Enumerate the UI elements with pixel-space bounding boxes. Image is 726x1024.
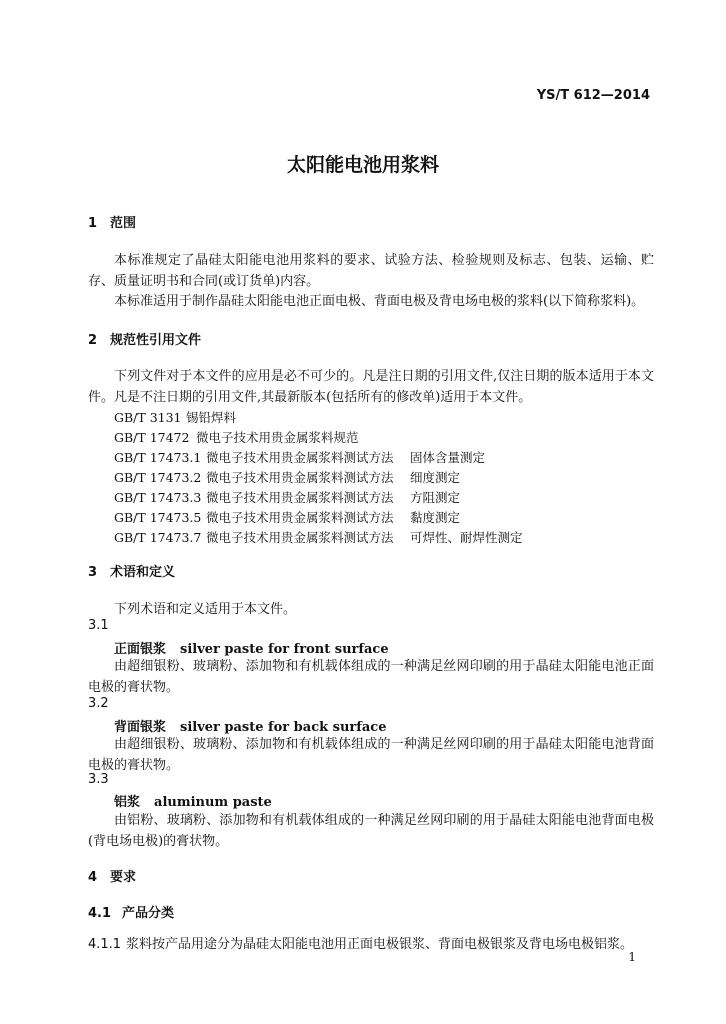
term-definition: 由铝粉、玻璃粉、添加物和有机载体组成的一种满足丝网印刷的用于晶硅太阳能电池背面电极(背电场电极)的膏状物。 — [88, 813, 654, 849]
scope-paragraph-2: 本标准适用于制作晶硅太阳能电池正面电极、背面电极及背电场电极的浆料(以下简称浆料)。 — [114, 294, 645, 309]
clause-number: 4.1.1 — [88, 937, 122, 952]
reference-title: 微电子技术用贵金属浆料测试方法 — [206, 530, 394, 545]
clause-text: 浆料按产品用途分为晶硅太阳能电池用正面电极银浆、背面电极银浆及背电场电极铝浆。 — [126, 937, 634, 952]
section-1-heading — [88, 212, 136, 231]
section-number: 1 — [88, 216, 98, 231]
section-title: 规范性引用文件 — [110, 333, 202, 348]
reference-item — [114, 448, 485, 466]
term-heading — [114, 791, 272, 810]
reference-title: 微电子技术用贵金属浆料测试方法 — [206, 510, 394, 525]
section-3-heading — [88, 561, 175, 580]
reference-title: 锡铅焊料 — [186, 410, 237, 425]
section-2-heading — [88, 329, 201, 348]
reference-title: 微电子技术用贵金属浆料测试方法 — [206, 490, 394, 505]
term-definition: 由超细银粉、玻璃粉、添加物和有机载体组成的一种满足丝网印刷的用于晶硅太阳能电池正面电极的膏状物。 — [88, 659, 654, 695]
section-title: 范围 — [110, 216, 137, 231]
document-title: 太阳能电池用浆料 — [286, 154, 439, 176]
term-english: silver paste for front surface — [180, 642, 389, 657]
term-number: 3.1 — [88, 618, 109, 633]
section-number: 4 — [88, 870, 98, 885]
reference-item — [114, 508, 460, 526]
section-title: 要求 — [110, 870, 137, 885]
reference-code: GB/T 17473.1 — [114, 450, 202, 465]
reference-item — [114, 468, 460, 486]
term-definition: 由超细银粉、玻璃粉、添加物和有机载体组成的一种满足丝网印刷的用于晶硅太阳能电池背面电极的膏状物。 — [88, 737, 654, 773]
term-english: silver paste for back surface — [180, 720, 387, 735]
term-number: 3.3 — [88, 772, 109, 787]
reference-title: 微电子技术用贵金属浆料测试方法 — [206, 450, 394, 465]
reference-code: GB/T 17473.5 — [114, 510, 202, 525]
reference-subtitle: 黏度测定 — [410, 510, 461, 525]
subsection-title: 产品分类 — [122, 906, 175, 921]
subsection-number: 4.1 — [88, 906, 112, 921]
reference-item — [114, 488, 460, 506]
term-chinese: 正面银浆 — [114, 642, 167, 657]
reference-code: GB/T 3131 — [114, 410, 182, 425]
reference-code: GB/T 17473.3 — [114, 490, 202, 505]
clause-4-1-1 — [88, 933, 633, 952]
page-number: 1 — [628, 950, 636, 964]
references-intro-paragraph: 下列文件对于本文件的应用是必不可少的。凡是注日期的引用文件,仅注日期的版本适用于本文件。凡是不注日期的引用文件,其最新版本(包括所有的修改单)适用于本文件。 — [88, 369, 654, 405]
reference-title: 微电子技术用贵金属浆料规范 — [196, 430, 359, 445]
section-title: 术语和定义 — [110, 565, 176, 580]
reference-code: GB/T 17472 — [114, 430, 190, 445]
reference-item — [114, 528, 523, 546]
reference-item — [114, 428, 359, 446]
reference-code: GB/T 17473.7 — [114, 530, 202, 545]
reference-subtitle: 固体含量测定 — [410, 450, 486, 465]
term-number: 3.2 — [88, 696, 109, 711]
section-number: 2 — [88, 333, 98, 348]
term-chinese: 铝浆 — [114, 795, 141, 810]
term-heading — [114, 638, 389, 657]
section-number: 3 — [88, 565, 98, 580]
standard-number: YS/T 612—2014 — [536, 88, 650, 103]
reference-item — [114, 408, 236, 426]
terms-intro: 下列术语和定义适用于本文件。 — [114, 602, 297, 617]
reference-title: 微电子技术用贵金属浆料测试方法 — [206, 470, 394, 485]
reference-subtitle: 方阻测定 — [410, 490, 461, 505]
scope-paragraph-1: 本标准规定了晶硅太阳能电池用浆料的要求、试验方法、检验规则及标志、包装、运输、贮存、质量证明书和合同(或订货单)内容。 — [88, 253, 654, 289]
term-chinese: 背面银浆 — [114, 720, 167, 735]
reference-code: GB/T 17473.2 — [114, 470, 202, 485]
term-heading — [114, 716, 386, 735]
reference-subtitle: 细度测定 — [410, 470, 461, 485]
section-4-heading — [88, 866, 136, 885]
term-english: aluminum paste — [154, 795, 272, 810]
reference-subtitle: 可焊性、耐焊性测定 — [410, 530, 523, 545]
subsection-4-1-heading — [88, 902, 174, 921]
